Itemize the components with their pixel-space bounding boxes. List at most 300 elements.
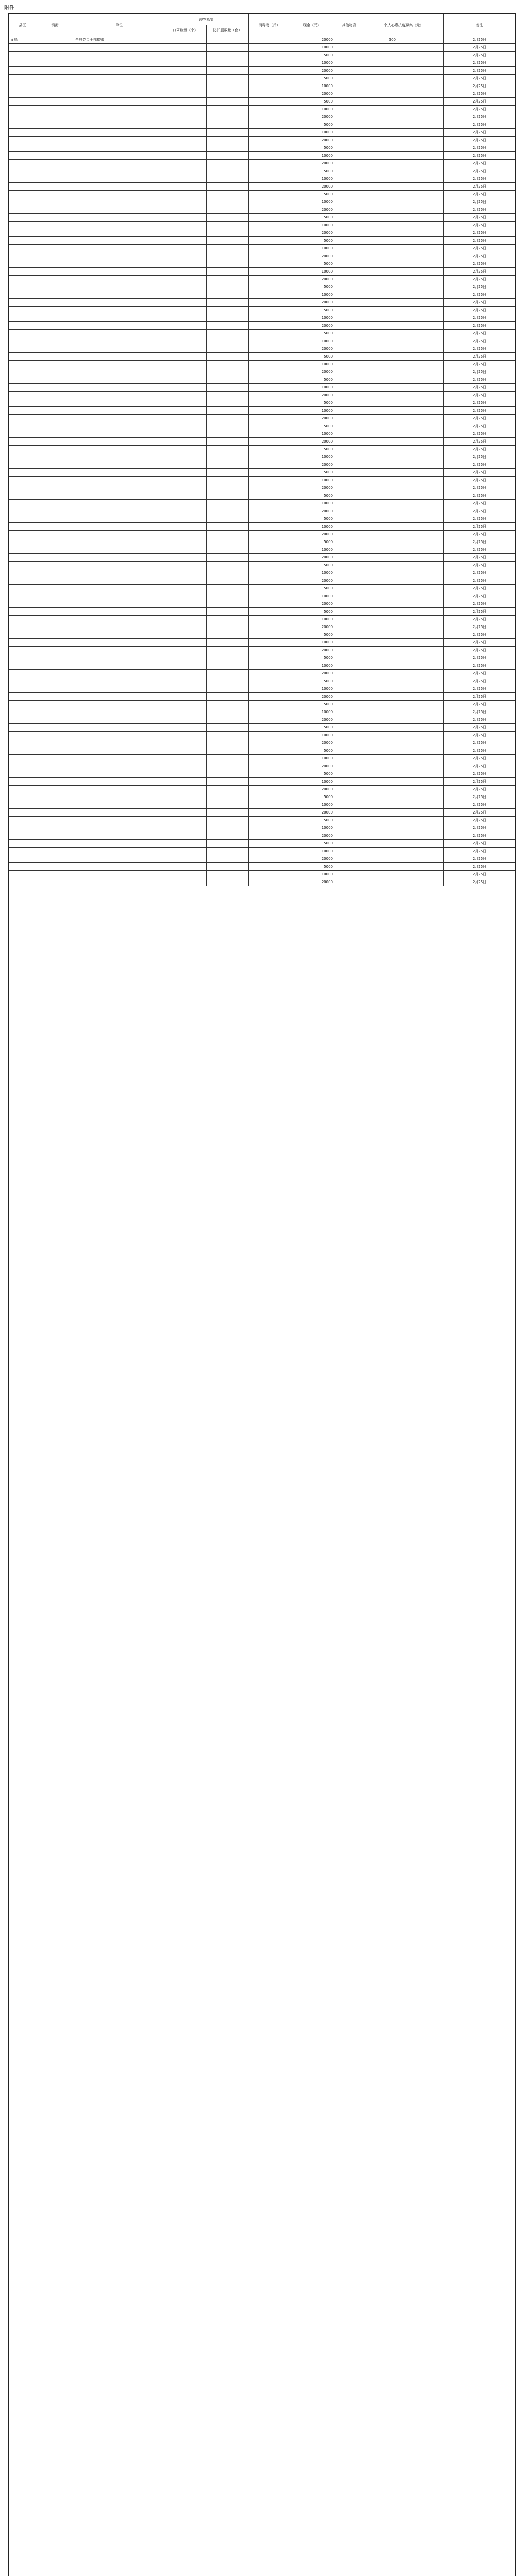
cell-total — [364, 515, 397, 523]
cell-total-extra — [397, 399, 444, 407]
cell-note: 2月25日 — [444, 778, 516, 786]
cell-total — [364, 538, 397, 546]
cell-face-mask — [164, 523, 207, 531]
cell-total-extra — [397, 268, 444, 276]
cell-face-mask — [164, 237, 207, 245]
cell-total — [364, 361, 397, 368]
cell-total — [364, 469, 397, 477]
cell-town — [36, 855, 74, 863]
cell-alcohol — [249, 708, 290, 716]
cell-other — [334, 175, 364, 183]
cell-cash: 20000 — [290, 647, 334, 654]
cell-gloves — [207, 36, 249, 44]
cell-county — [9, 307, 36, 314]
cell-other — [334, 484, 364, 492]
cell-unit — [74, 384, 164, 392]
cell-county — [9, 755, 36, 762]
cell-note: 2月25日 — [444, 701, 516, 708]
cell-total-extra — [397, 824, 444, 832]
cell-county — [9, 747, 36, 755]
cell-other — [334, 608, 364, 616]
cell-total-extra — [397, 191, 444, 198]
cell-other — [334, 500, 364, 507]
cell-note: 2月25日 — [444, 871, 516, 878]
cell-total-extra — [397, 384, 444, 392]
table-row — [9, 52, 516, 59]
cell-face-mask — [164, 160, 207, 167]
table-row — [9, 384, 516, 392]
cell-total-extra — [397, 639, 444, 647]
cell-note: 2月25日 — [444, 708, 516, 716]
cell-face-mask — [164, 878, 207, 886]
cell-unit — [74, 755, 164, 762]
cell-total-extra — [397, 770, 444, 778]
cell-face-mask — [164, 129, 207, 137]
cell-total-extra — [397, 755, 444, 762]
cell-town — [36, 871, 74, 878]
header-cash: 现金（元） — [290, 14, 334, 36]
table-row — [9, 562, 516, 569]
cell-gloves — [207, 631, 249, 639]
cell-note: 2月25日 — [444, 569, 516, 577]
cell-note: 2月25日 — [444, 252, 516, 260]
cell-total-extra — [397, 44, 444, 52]
cell-face-mask — [164, 59, 207, 67]
cell-unit — [74, 121, 164, 129]
cell-other — [334, 160, 364, 167]
cell-note: 2月25日 — [444, 368, 516, 376]
cell-cash: 5000 — [290, 817, 334, 824]
cell-county — [9, 500, 36, 507]
table-row — [9, 848, 516, 855]
cell-other — [334, 252, 364, 260]
cell-total-extra — [397, 871, 444, 878]
cell-note: 2月25日 — [444, 345, 516, 353]
cell-other — [334, 878, 364, 886]
cell-total — [364, 90, 397, 98]
cell-cash: 10000 — [290, 708, 334, 716]
cell-face-mask — [164, 90, 207, 98]
cell-face-mask — [164, 106, 207, 113]
cell-gloves — [207, 492, 249, 500]
cell-alcohol — [249, 376, 290, 384]
cell-unit — [74, 871, 164, 878]
cell-alcohol — [249, 500, 290, 507]
cell-county — [9, 98, 36, 106]
cell-town — [36, 631, 74, 639]
cell-total — [364, 137, 397, 144]
table-row — [9, 824, 516, 832]
table-row — [9, 778, 516, 786]
header-other: 其他物资 — [334, 14, 364, 36]
cell-other — [334, 214, 364, 222]
cell-cash: 5000 — [290, 75, 334, 82]
cell-gloves — [207, 469, 249, 477]
cell-alcohol — [249, 175, 290, 183]
cell-unit — [74, 260, 164, 268]
cell-alcohol — [249, 685, 290, 693]
cell-town — [36, 863, 74, 871]
cell-alcohol — [249, 569, 290, 577]
cell-face-mask — [164, 492, 207, 500]
cell-town — [36, 848, 74, 855]
cell-county — [9, 739, 36, 747]
cell-total-extra — [397, 214, 444, 222]
cell-face-mask — [164, 144, 207, 152]
cell-other — [334, 515, 364, 523]
cell-face-mask — [164, 708, 207, 716]
cell-total-extra — [397, 307, 444, 314]
cell-total-extra — [397, 113, 444, 121]
table-row — [9, 175, 516, 183]
cell-face-mask — [164, 809, 207, 817]
table-row — [9, 330, 516, 337]
cell-gloves — [207, 732, 249, 739]
cell-other — [334, 531, 364, 538]
cell-note: 2月25日 — [444, 399, 516, 407]
cell-gloves — [207, 786, 249, 793]
cell-total-extra — [397, 724, 444, 732]
header-total: 个人心意抗疫募集（元） — [364, 14, 444, 36]
cell-face-mask — [164, 392, 207, 399]
cell-town — [36, 345, 74, 353]
cell-county — [9, 330, 36, 337]
cell-gloves — [207, 252, 249, 260]
cell-gloves — [207, 152, 249, 160]
cell-county — [9, 191, 36, 198]
cell-county — [9, 52, 36, 59]
cell-face-mask — [164, 685, 207, 693]
cell-unit — [74, 817, 164, 824]
cell-unit — [74, 252, 164, 260]
cell-total-extra — [397, 368, 444, 376]
cell-gloves — [207, 716, 249, 724]
cell-total — [364, 113, 397, 121]
cell-other — [334, 314, 364, 322]
cell-cash: 10000 — [290, 755, 334, 762]
cell-note: 2月25日 — [444, 90, 516, 98]
cell-unit — [74, 592, 164, 600]
table-row — [9, 817, 516, 824]
cell-alcohol — [249, 198, 290, 206]
cell-note: 2月25日 — [444, 762, 516, 770]
cell-face-mask — [164, 639, 207, 647]
cell-unit — [74, 477, 164, 484]
cell-total — [364, 878, 397, 886]
table-row — [9, 260, 516, 268]
cell-other — [334, 616, 364, 623]
header-alcohol: 消毒液（斤） — [249, 14, 290, 36]
cell-note: 2月25日 — [444, 276, 516, 283]
cell-note: 2月25日 — [444, 52, 516, 59]
cell-total — [364, 732, 397, 739]
cell-other — [334, 693, 364, 701]
cell-note: 2月25日 — [444, 129, 516, 137]
cell-cash: 20000 — [290, 461, 334, 469]
cell-town — [36, 415, 74, 422]
cell-gloves — [207, 422, 249, 430]
cell-unit — [74, 801, 164, 809]
cell-unit — [74, 191, 164, 198]
cell-cash: 20000 — [290, 693, 334, 701]
cell-county — [9, 554, 36, 562]
cell-other — [334, 121, 364, 129]
table-row — [9, 59, 516, 67]
cell-cash: 5000 — [290, 353, 334, 361]
table-row — [9, 592, 516, 600]
cell-total-extra — [397, 600, 444, 608]
cell-unit — [74, 577, 164, 585]
cell-unit — [74, 299, 164, 307]
cell-county — [9, 793, 36, 801]
cell-gloves — [207, 276, 249, 283]
cell-town — [36, 67, 74, 75]
cell-note: 2月25日 — [444, 438, 516, 446]
cell-total — [364, 801, 397, 809]
cell-total-extra — [397, 616, 444, 623]
cell-county — [9, 484, 36, 492]
cell-gloves — [207, 693, 249, 701]
table-row — [9, 577, 516, 585]
cell-total-extra — [397, 59, 444, 67]
cell-other — [334, 191, 364, 198]
cell-total-extra — [397, 337, 444, 345]
cell-other — [334, 569, 364, 577]
cell-total — [364, 608, 397, 616]
cell-total — [364, 871, 397, 878]
table-row — [9, 554, 516, 562]
cell-gloves — [207, 337, 249, 345]
cell-other — [334, 399, 364, 407]
cell-total — [364, 98, 397, 106]
cell-alcohol — [249, 492, 290, 500]
cell-total — [364, 353, 397, 361]
cell-other — [334, 152, 364, 160]
cell-alcohol — [249, 82, 290, 90]
cell-face-mask — [164, 585, 207, 592]
cell-total — [364, 268, 397, 276]
cell-total — [364, 824, 397, 832]
cell-other — [334, 376, 364, 384]
cell-alcohol — [249, 384, 290, 392]
table-row — [9, 183, 516, 191]
cell-alcohol — [249, 75, 290, 82]
cell-gloves — [207, 59, 249, 67]
cell-alcohol — [249, 840, 290, 848]
cell-other — [334, 268, 364, 276]
cell-unit — [74, 762, 164, 770]
cell-total — [364, 345, 397, 353]
table-row — [9, 160, 516, 167]
cell-face-mask — [164, 361, 207, 368]
cell-note: 2月25日 — [444, 786, 516, 793]
cell-alcohol — [249, 152, 290, 160]
cell-alcohol — [249, 608, 290, 616]
cell-county — [9, 569, 36, 577]
cell-total — [364, 639, 397, 647]
cell-note: 2月25日 — [444, 237, 516, 245]
cell-face-mask — [164, 299, 207, 307]
cell-town — [36, 245, 74, 252]
table-row — [9, 376, 516, 384]
cell-total — [364, 392, 397, 399]
cell-cash: 20000 — [290, 252, 334, 260]
cell-alcohol — [249, 801, 290, 809]
cell-gloves — [207, 415, 249, 422]
cell-other — [334, 330, 364, 337]
cell-total — [364, 44, 397, 52]
cell-county — [9, 786, 36, 793]
cell-town — [36, 732, 74, 739]
cell-cash: 20000 — [290, 554, 334, 562]
cell-note: 2月25日 — [444, 361, 516, 368]
cell-county — [9, 337, 36, 345]
cell-other — [334, 670, 364, 677]
cell-gloves — [207, 322, 249, 330]
cell-unit — [74, 337, 164, 345]
cell-face-mask — [164, 840, 207, 848]
cell-note: 2月25日 — [444, 422, 516, 430]
cell-note: 2月25日 — [444, 268, 516, 276]
table-row — [9, 392, 516, 399]
cell-town — [36, 322, 74, 330]
cell-alcohol — [249, 36, 290, 44]
cell-total — [364, 600, 397, 608]
cell-town — [36, 430, 74, 438]
cell-face-mask — [164, 52, 207, 59]
cell-note: 2月25日 — [444, 732, 516, 739]
cell-total-extra — [397, 314, 444, 322]
cell-alcohol — [249, 322, 290, 330]
table-row — [9, 268, 516, 276]
cell-total-extra — [397, 222, 444, 229]
cell-alcohol — [249, 701, 290, 708]
cell-other — [334, 222, 364, 229]
cell-unit — [74, 786, 164, 793]
cell-total-extra — [397, 507, 444, 515]
cell-unit — [74, 206, 164, 214]
cell-alcohol — [249, 121, 290, 129]
cell-total — [364, 121, 397, 129]
cell-face-mask — [164, 631, 207, 639]
cell-total-extra — [397, 747, 444, 755]
cell-alcohol — [249, 137, 290, 144]
cell-unit — [74, 585, 164, 592]
cell-town — [36, 191, 74, 198]
cell-total — [364, 160, 397, 167]
cell-cash: 20000 — [290, 762, 334, 770]
cell-total-extra — [397, 245, 444, 252]
attachment-label: 附件 — [4, 5, 14, 11]
cell-cash: 20000 — [290, 786, 334, 793]
cell-cash: 5000 — [290, 724, 334, 732]
cell-cash: 20000 — [290, 531, 334, 538]
table-row — [9, 82, 516, 90]
cell-total — [364, 693, 397, 701]
table-row — [9, 685, 516, 693]
cell-note: 2月25日 — [444, 507, 516, 515]
cell-cash: 5000 — [290, 52, 334, 59]
cell-gloves — [207, 206, 249, 214]
cell-alcohol — [249, 654, 290, 662]
table-row — [9, 469, 516, 477]
cell-county — [9, 422, 36, 430]
cell-other — [334, 36, 364, 44]
cell-gloves — [207, 608, 249, 616]
table-row — [9, 863, 516, 871]
cell-town — [36, 507, 74, 515]
cell-total — [364, 252, 397, 260]
cell-alcohol — [249, 871, 290, 878]
cell-town — [36, 786, 74, 793]
cell-town — [36, 747, 74, 755]
cell-unit — [74, 361, 164, 368]
cell-total-extra — [397, 708, 444, 716]
cell-other — [334, 345, 364, 353]
cell-total — [364, 848, 397, 855]
cell-town — [36, 175, 74, 183]
cell-alcohol — [249, 631, 290, 639]
cell-county — [9, 121, 36, 129]
table-row — [9, 206, 516, 214]
cell-note: 2月25日 — [444, 82, 516, 90]
cell-note: 2月25日 — [444, 446, 516, 453]
table-row — [9, 585, 516, 592]
table-row — [9, 291, 516, 299]
cell-note: 2月25日 — [444, 98, 516, 106]
cell-note: 2月25日 — [444, 546, 516, 554]
cell-face-mask — [164, 608, 207, 616]
cell-unit — [74, 701, 164, 708]
cell-note: 2月25日 — [444, 353, 516, 361]
cell-gloves — [207, 832, 249, 840]
cell-other — [334, 855, 364, 863]
cell-other — [334, 307, 364, 314]
cell-note: 2月25日 — [444, 430, 516, 438]
cell-other — [334, 245, 364, 252]
cell-total — [364, 562, 397, 569]
cell-cash: 20000 — [290, 623, 334, 631]
cell-gloves — [207, 229, 249, 237]
cell-gloves — [207, 144, 249, 152]
table-row — [9, 399, 516, 407]
cell-total-extra — [397, 237, 444, 245]
cell-county — [9, 90, 36, 98]
cell-county — [9, 732, 36, 739]
cell-total-extra — [397, 623, 444, 631]
cell-county — [9, 492, 36, 500]
cell-cash: 10000 — [290, 778, 334, 786]
cell-total — [364, 75, 397, 82]
cell-alcohol — [249, 299, 290, 307]
cell-unit — [74, 345, 164, 353]
cell-gloves — [207, 677, 249, 685]
cell-gloves — [207, 747, 249, 755]
cell-note: 2月25日 — [444, 817, 516, 824]
cell-alcohol — [249, 307, 290, 314]
cell-unit — [74, 392, 164, 399]
cell-town — [36, 739, 74, 747]
table-row — [9, 538, 516, 546]
cell-note: 2月25日 — [444, 307, 516, 314]
cell-total — [364, 461, 397, 469]
cell-cash: 10000 — [290, 59, 334, 67]
cell-face-mask — [164, 260, 207, 268]
cell-unit — [74, 90, 164, 98]
cell-other — [334, 260, 364, 268]
cell-unit — [74, 106, 164, 113]
cell-gloves — [207, 840, 249, 848]
